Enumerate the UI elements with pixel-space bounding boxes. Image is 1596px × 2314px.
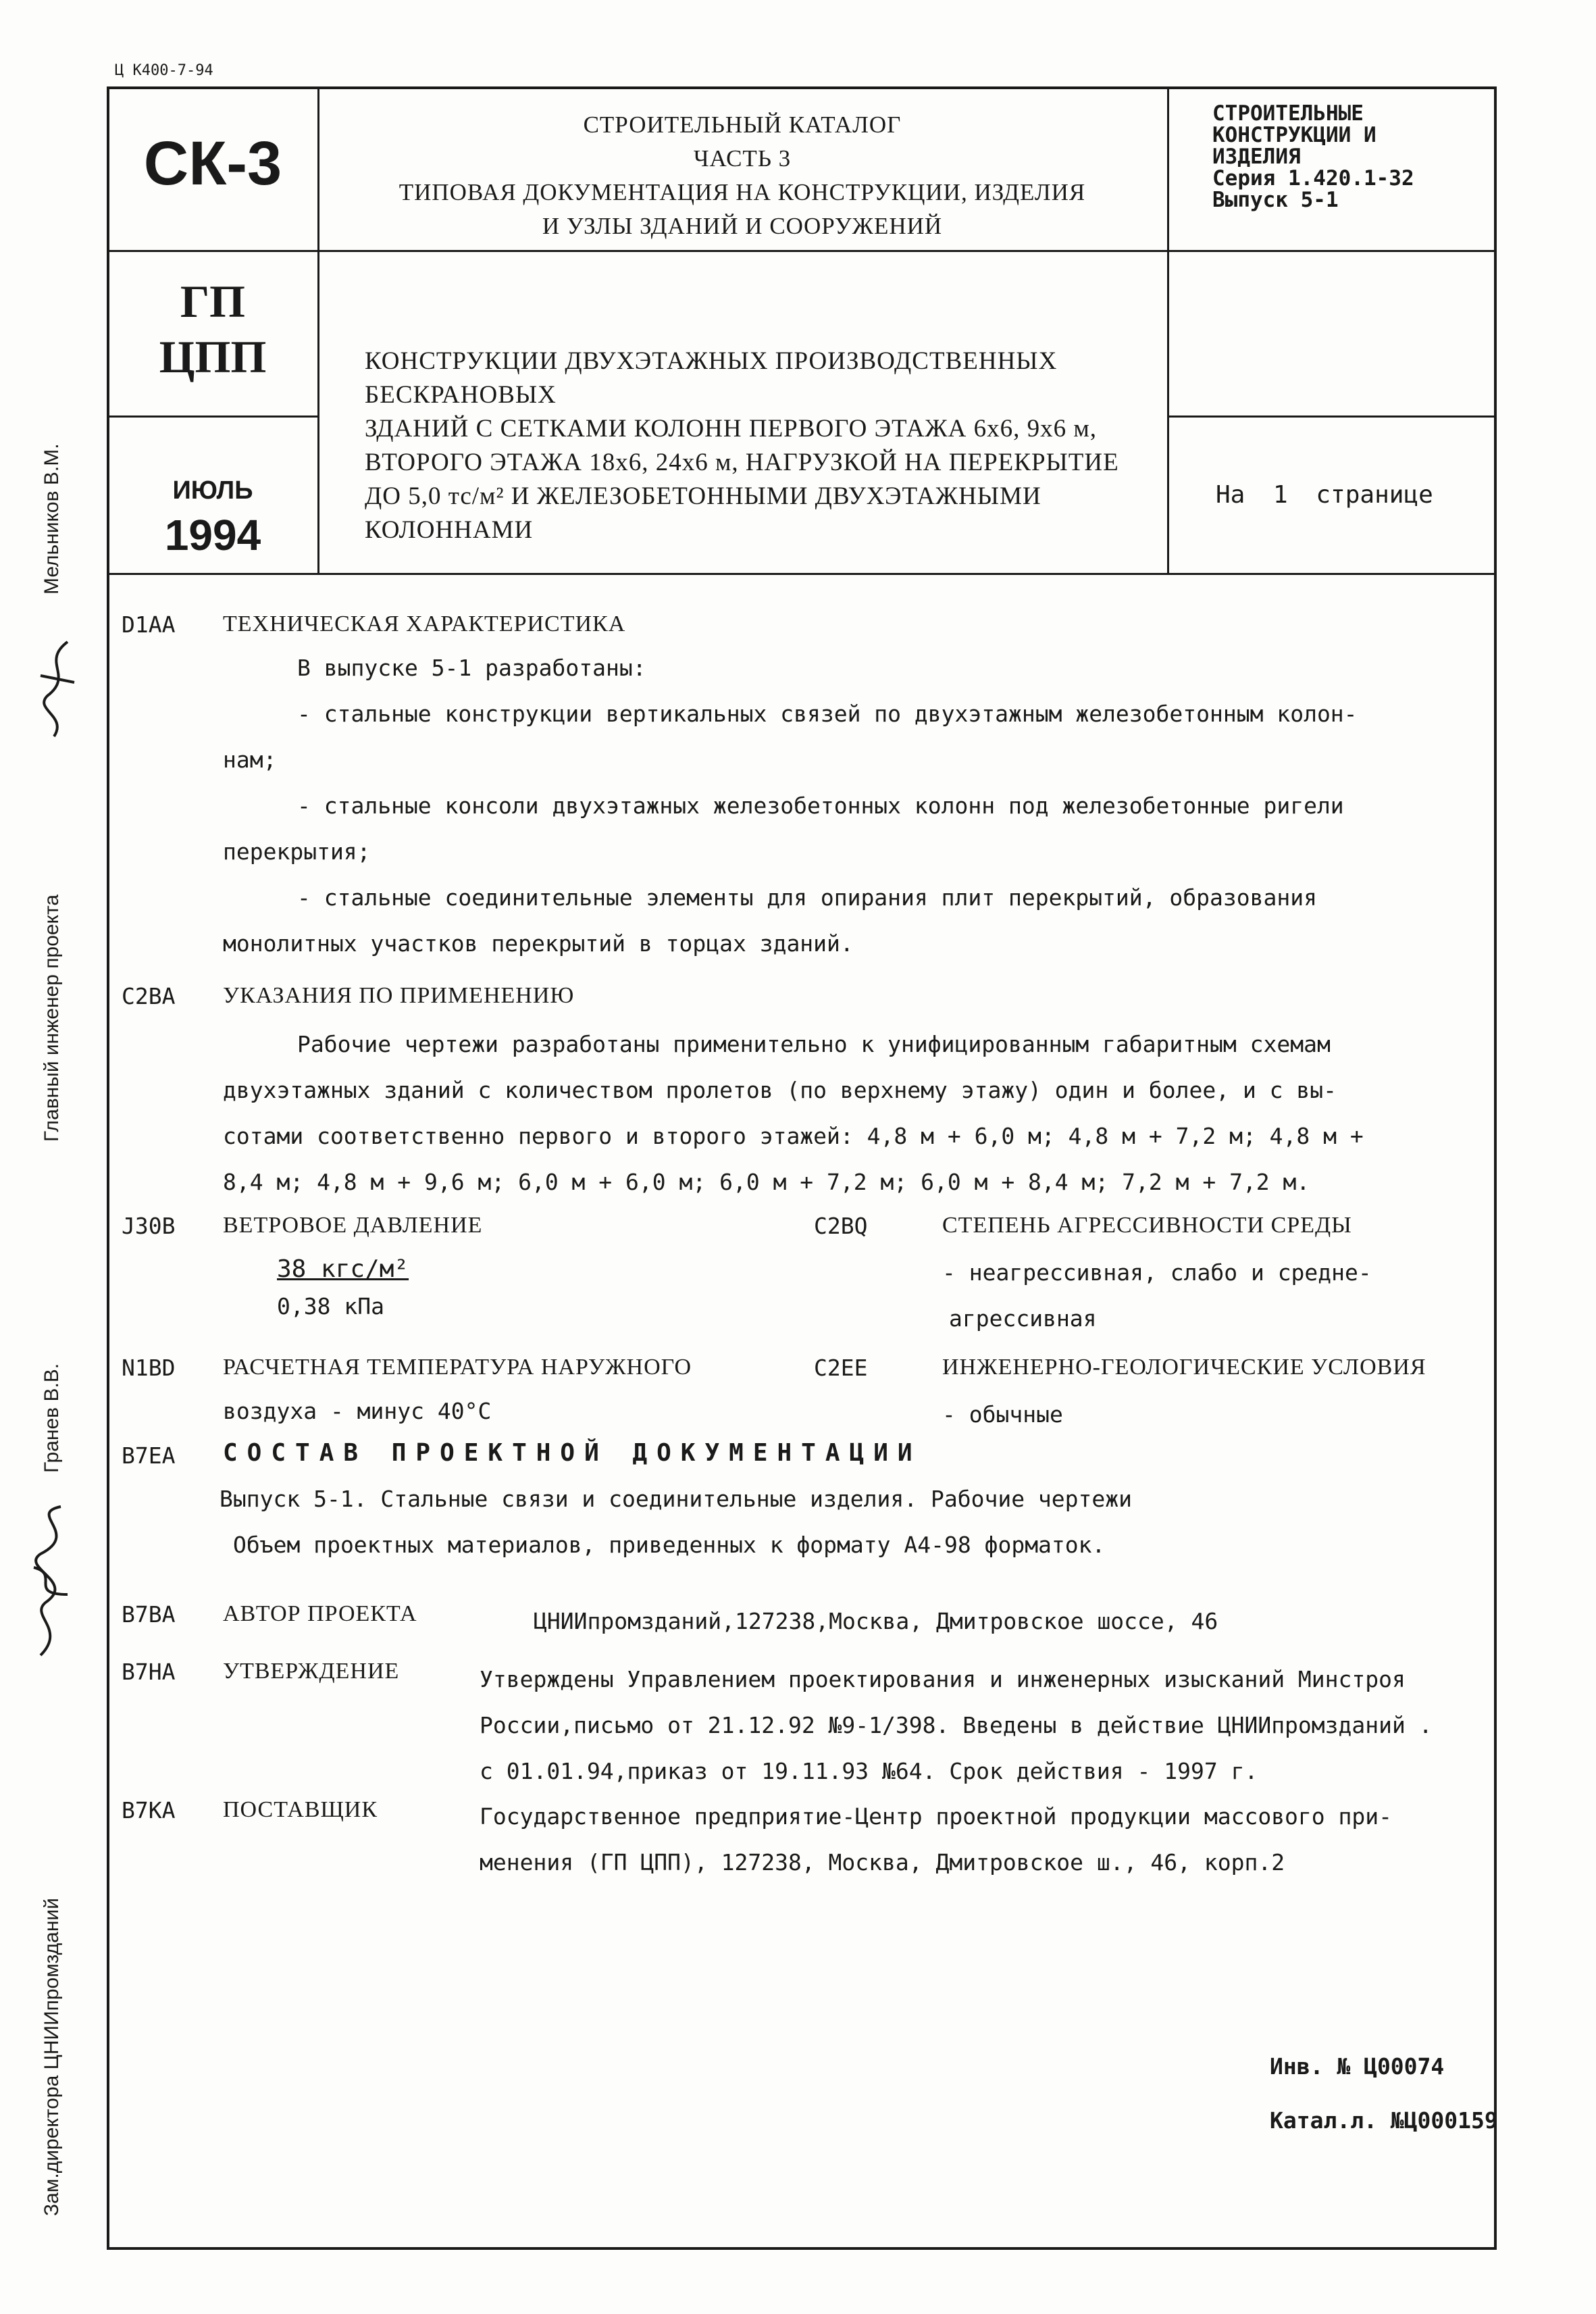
section-label: УТВЕРЖДЕНИЕ	[223, 1659, 400, 1684]
section-code: D1AA	[122, 611, 176, 638]
title-line: КОНСТРУКЦИИ ДВУХЭТАЖНЫХ ПРОИЗВОДСТВЕННЫХ БЕСКРАНОВЫХ	[365, 347, 1058, 409]
catalog-line: И УЗЛЫ ЗДАНИЙ И СООРУЖЕНИЙ	[542, 213, 943, 239]
org-line: ЦПП	[159, 331, 267, 382]
section-label: РАСЧЕТНАЯ ТЕМПЕРАТУРА НАРУЖНОГО	[223, 1355, 692, 1380]
catalog-line: ЧАСТЬ 3	[693, 145, 792, 172]
text-line: перекрытия;	[223, 838, 371, 865]
text-line: с 01.01.94,приказ от 19.11.93 №64. Срок действия - 1997 г.	[480, 1758, 1258, 1784]
composition-text	[220, 1476, 1469, 1568]
text-line: агрессивная	[949, 1305, 1097, 1332]
organization	[108, 274, 317, 384]
catalog-title	[317, 108, 1167, 243]
text-line: России,письмо от 21.12.92 №9-1/398. Введены в действие ЦНИИпромзданий .	[480, 1712, 1433, 1738]
section-code: B7EA	[122, 1442, 176, 1469]
signer-name-2: Гранев В.В.	[41, 1363, 63, 1473]
text-line: нам;	[223, 747, 277, 773]
geo-value: - обычные	[942, 1401, 1063, 1428]
text-line: Утверждены Управлением проектирования и инженерных изысканий Минстроя	[480, 1666, 1406, 1692]
series-line: Серия 1.420.1-32	[1212, 166, 1414, 191]
section-code: B7BA	[122, 1601, 176, 1628]
wind-value: 38 кгс/м²	[277, 1255, 409, 1283]
text-line: 8,4 м; 4,8 м + 9,6 м; 6,0 м + 6,0 м; 6,0 м + 7,2 м; 6,0 м + 8,4 м; 7,2 м + 7,2 м.	[223, 1169, 1310, 1195]
text-line: сотами соответственно первого и второго этажей: 4,8 м + 6,0 м; 4,8 м + 7,2 м; 4,8 м +	[223, 1123, 1364, 1149]
document-title	[365, 345, 1148, 547]
usage-text	[223, 1022, 1486, 1205]
aggr-text	[942, 1250, 1372, 1342]
text-line: - стальные соединительные элементы для опирания плит перекрытий, образования	[297, 884, 1317, 911]
series-line: ИЗДЕЛИЯ	[1212, 145, 1301, 169]
inventory-number: Инв. № Ц00074	[1270, 2053, 1445, 2080]
series-line: Выпуск 5-1	[1212, 188, 1339, 212]
section-code: B7KA	[122, 1797, 176, 1823]
header-divider-right	[1167, 88, 1169, 574]
catalog-line: ТИПОВАЯ ДОКУМЕНТАЦИЯ НА КОНСТРУКЦИИ, ИЗДЕЛИЯ	[398, 179, 1086, 205]
section-label: ПОСТАВЩИК	[223, 1797, 378, 1822]
temp-value: воздуха - минус 40°С	[223, 1398, 492, 1424]
date-year: 1994	[164, 511, 261, 559]
header-row-divider	[108, 250, 1495, 252]
section-label: ВЕТРОВОЕ ДАВЛЕНИЕ	[223, 1213, 483, 1238]
section-label: АВТОР ПРОЕКТА	[223, 1601, 417, 1626]
page-info-divider	[1167, 416, 1495, 418]
catalog-sheet-number: Катал.л. №Ц000159	[1270, 2107, 1498, 2134]
section-code: N1BD	[122, 1355, 176, 1381]
supplier-text	[480, 1794, 1493, 1886]
section-label: ИНЖЕНЕРНО-ГЕОЛОГИЧЕСКИЕ УСЛОВИЯ	[942, 1355, 1426, 1380]
signer-title-1: Главный инженер проекта	[41, 894, 63, 1142]
text-line: Объем проектных материалов, приведенных к формату А4-98 форматок.	[233, 1532, 1106, 1558]
signer-name-1: Мельников В.М.	[41, 443, 63, 595]
text-line: - стальные консоли двухэтажных железобетонных колонн под железобетонные ригели	[297, 793, 1344, 819]
section-code: B7HA	[122, 1659, 176, 1685]
org-line: ГП	[180, 276, 246, 327]
catalog-line: СТРОИТЕЛЬНЫЙ КАТАЛОГ	[583, 111, 902, 138]
text-line: - стальные конструкции вертикальных связей по двухэтажным железобетонным колон-	[297, 701, 1358, 727]
text-line: - неагрессивная, слабо и средне-	[942, 1259, 1372, 1286]
org-date-divider	[108, 416, 317, 418]
tech-text	[223, 645, 1472, 967]
series-line: СТРОИТЕЛЬНЫЕ	[1212, 101, 1364, 126]
series-info	[1212, 103, 1414, 211]
approval-text	[480, 1657, 1493, 1794]
section-code: J30B	[122, 1213, 176, 1239]
text-line: Рабочие чертежи разработаны применительно к унифицированным габаритным схемам	[297, 1031, 1331, 1057]
signature-mark-2	[14, 1493, 88, 1669]
wind-value-kpa: 0,38 кПа	[277, 1293, 384, 1319]
title-line: ЗДАНИЙ С СЕТКАМИ КОЛОНН ПЕРВОГО ЭТАЖА 6х6, 9х6 м,	[365, 415, 1098, 443]
catalog-code: СК-3	[143, 129, 282, 198]
document-code: Ц К400-7-94	[115, 62, 213, 79]
text-line: менения (ГП ЦПП), 127238, Москва, Дмитровское ш., 46, корп.2	[480, 1849, 1285, 1876]
text-line: В выпуске 5-1 разработаны:	[297, 655, 646, 681]
text-line: Государственное предприятие-Центр проектной продукции массового при-	[480, 1803, 1393, 1830]
section-label: СТЕПЕНЬ АГРЕССИВНОСТИ СРЕДЫ	[942, 1213, 1352, 1238]
section-code: C2BA	[122, 983, 176, 1009]
section-code: C2BQ	[814, 1213, 868, 1239]
composition-heading: СОСТАВ ПРОЕКТНОЙ ДОКУМЕНТАЦИИ	[223, 1439, 922, 1467]
page-info: На 1 странице	[1216, 481, 1433, 509]
title-line: ДО 5,0 тс/м² И ЖЕЛЕЗОБЕТОННЫМИ ДВУХЭТАЖНЫМИ КОЛОННАМИ	[365, 482, 1041, 544]
author-value: ЦНИИпромзданий,127238,Москва, Дмитровское шоссе, 46	[534, 1608, 1218, 1634]
header-bottom-line	[108, 573, 1495, 575]
series-line: КОНСТРУКЦИИ И	[1212, 123, 1376, 147]
title-line: ВТОРОГО ЭТАЖА 18х6, 24х6 м, НАГРУЗКОЙ НА ПЕРЕКРЫТИЕ	[365, 449, 1119, 476]
text-line: монолитных участков перекрытий в торцах зданий.	[223, 930, 854, 957]
text-line: двухэтажных зданий с количеством пролетов (по верхнему этажу) один и более, и с вы-	[223, 1077, 1337, 1103]
date-month: ИЮЛЬ	[172, 476, 253, 505]
signer-title-2: Зам.директора ЦНИИпромзданий	[41, 1898, 63, 2216]
signature-mark-1	[27, 635, 81, 757]
text-line: Выпуск 5-1. Стальные связи и соединительные изделия. Рабочие чертежи	[220, 1486, 1133, 1512]
section-label: УКАЗАНИЯ ПО ПРИМЕНЕНИЮ	[223, 983, 575, 1008]
section-label: ТЕХНИЧЕСКАЯ ХАРАКТЕРИСТИКА	[223, 611, 626, 636]
section-code: C2EE	[814, 1355, 868, 1381]
